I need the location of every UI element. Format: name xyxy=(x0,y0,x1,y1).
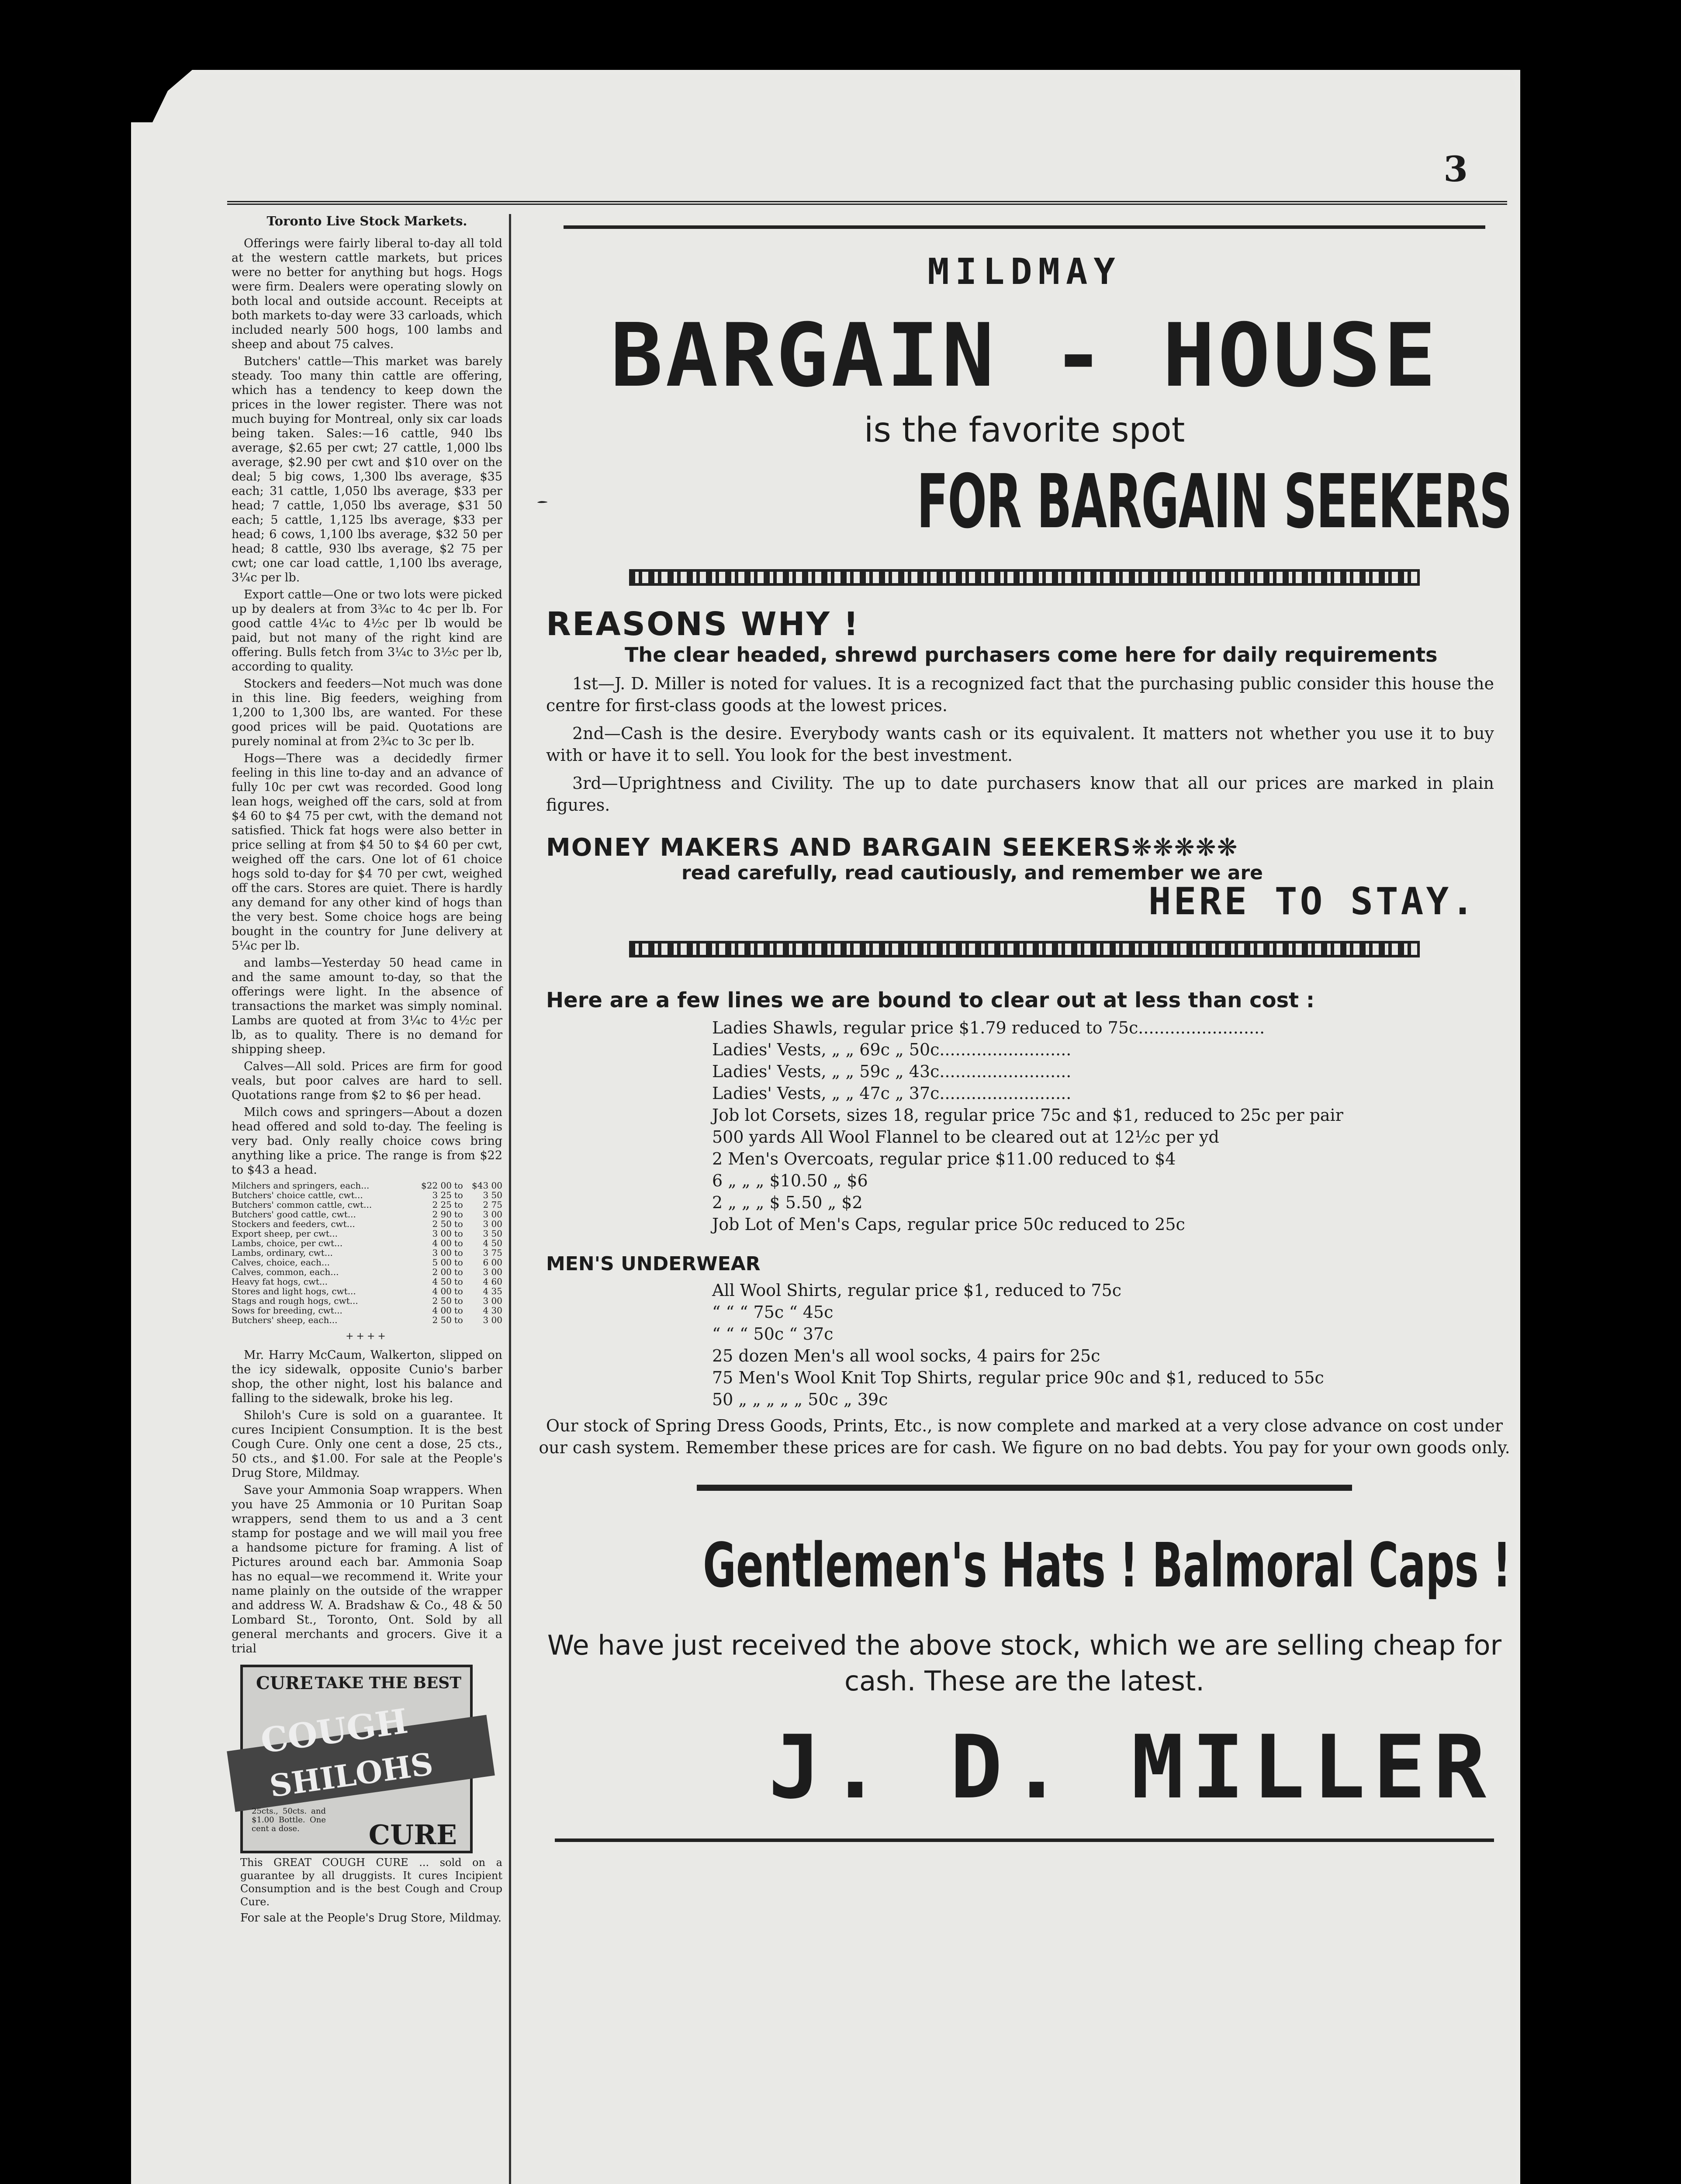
price-cell: 2 50 xyxy=(432,1219,452,1229)
price-table xyxy=(232,1181,502,1325)
price-cell: 4 35 xyxy=(483,1286,502,1296)
reason-1: 1st—J. D. Miller is noted for values. It is a recognized fact that the purchasing public consider this house the centre for first-class goods at the lowest prices. xyxy=(546,674,1494,715)
price-cell: to xyxy=(454,1219,463,1229)
price-cell: $43 00 xyxy=(472,1180,502,1191)
goods-line: All Wool Shirts, regular price $1, reduced to 75c xyxy=(712,1281,1122,1300)
pointing-hand-icon xyxy=(537,478,548,526)
goods-row xyxy=(712,1170,1349,1192)
price-row xyxy=(232,1248,502,1258)
cure-caption: This GREAT COUGH CURE ... sold on a guarantee by all druggists. It cures Incipient Consumption and is the best Cough and Croup Cure. xyxy=(240,1856,502,1908)
reasons-heading: REASONS WHY ! xyxy=(546,605,860,643)
price-cell: Butchers' good cattle, cwt... xyxy=(232,1209,356,1220)
price-cell: to xyxy=(454,1296,463,1306)
take-best: TAKE THE BEST xyxy=(315,1674,461,1692)
underwear-list xyxy=(712,1279,1330,1410)
price-cell: 3 00 xyxy=(483,1219,502,1229)
price-cell: to xyxy=(454,1190,463,1200)
goods-list xyxy=(712,1017,1349,1235)
price-cell: 4 00 xyxy=(432,1305,452,1316)
price-cell: to xyxy=(454,1315,463,1325)
reason-2: 2nd—Cash is the desire. Everybody wants cash or its equivalent. It matters not whether you use it to buy with or have it to sell. You look for the best investment. xyxy=(546,724,1494,765)
goods-row xyxy=(712,1104,1349,1126)
top-rule xyxy=(227,201,1507,205)
price-cell: 2 50 xyxy=(432,1315,452,1325)
price-cell: to xyxy=(454,1238,463,1248)
price-cell: Stockers and feeders, cwt... xyxy=(232,1219,355,1229)
goods-row xyxy=(712,1301,1330,1323)
price-row xyxy=(232,1286,502,1296)
goods-line: Ladies' Vests, „ „ 47c „ 37c......................... xyxy=(712,1084,1072,1103)
price-row xyxy=(232,1200,502,1209)
price-row xyxy=(232,1209,502,1219)
market-heading: Toronto Live Stock Markets. xyxy=(266,214,467,228)
goods-line: 2 Men's Overcoats, regular price $11.00 reduced to $4 xyxy=(712,1149,1176,1168)
price-cell: 3 50 xyxy=(483,1190,502,1200)
price-cell: 4 50 xyxy=(432,1276,452,1287)
bead-ornament xyxy=(629,569,1420,586)
reason-3: 3rd—Uprightness and Civility. The up to date purchasers know that all our prices are marked in plain figures. xyxy=(546,774,1494,815)
price-row xyxy=(232,1296,502,1306)
price-cell: 2 75 xyxy=(483,1199,502,1210)
vine-ornament-top xyxy=(564,214,1485,240)
price-cell: Export sheep, per cwt... xyxy=(232,1228,338,1239)
price-row xyxy=(232,1181,502,1190)
goods-line: Job Lot of Men's Caps, regular price 50c reduced to 25c xyxy=(712,1215,1185,1234)
price-cell: Butchers' sheep, each... xyxy=(232,1315,338,1325)
cure-word-bottom: CURE xyxy=(368,1819,457,1851)
goods-line: Ladies Shawls, regular price $1.79 reduced to 75c........................ xyxy=(712,1018,1265,1037)
ad-title: BARGAIN - HOUSE xyxy=(610,305,1439,407)
market-paragraph: Milch cows and springers—About a dozen head offered and sold to-day. The feeling is very bad. Only really choice cows bring anything like a price. The range is from $22 to $43 a head. xyxy=(232,1106,502,1177)
notice: Mr. Harry McCaum, Walkerton, slipped on the icy sidewalk, opposite Cunio's barber shop, the other night, lost his balance and falling to the sidewalk, broke his leg. xyxy=(232,1348,502,1405)
goods-line: “ “ “ 75c “ 45c xyxy=(712,1303,834,1322)
bargain-house-ad xyxy=(537,214,1512,1853)
price-cell: 2 00 xyxy=(432,1267,452,1277)
separator: ++++ xyxy=(346,1331,388,1342)
price-row xyxy=(232,1258,502,1267)
torn-corner xyxy=(131,70,192,122)
price-cell: 6 00 xyxy=(483,1257,502,1268)
price-cell: 3 50 xyxy=(483,1228,502,1239)
price-cell: 3 00 xyxy=(483,1315,502,1325)
price-cell: Stores and light hogs, cwt... xyxy=(232,1286,356,1296)
goods-row xyxy=(712,1389,1330,1410)
price-cell: 5 00 xyxy=(432,1257,452,1268)
price-cell: Calves, common, each... xyxy=(232,1267,339,1277)
goods-row xyxy=(712,1367,1330,1389)
heavy-rule xyxy=(697,1485,1352,1491)
goods-row xyxy=(712,1323,1330,1345)
goods-line: 2 „ „ „ $ 5.50 „ $2 xyxy=(712,1193,863,1212)
goods-line: 50 „ „ „ „ „ 50c „ 39c xyxy=(712,1390,888,1409)
price-cell: Heavy fat hogs, cwt... xyxy=(232,1276,328,1287)
goods-line: “ “ “ 50c “ 37c xyxy=(712,1324,834,1344)
ad-town: MILDMAY xyxy=(927,251,1121,293)
goods-line: Job lot Corsets, sizes 18, regular price 75c and $1, reduced to 25c per pair xyxy=(712,1106,1343,1125)
price-cell: 4 60 xyxy=(483,1276,502,1287)
price-cell: Butchers' choice cattle, cwt... xyxy=(232,1190,363,1200)
price-cell: 3 00 xyxy=(483,1267,502,1277)
price-cell: to xyxy=(454,1276,463,1287)
price-cell: 4 30 xyxy=(483,1305,502,1316)
price-row xyxy=(232,1219,502,1229)
price-cell: to xyxy=(454,1209,463,1220)
market-paragraph: and lambs—Yesterday 50 head came in and the same amount to-day, so that the offerings were light. In the absence of transactions the market was simply nominal. Lambs are quoted at from 3¼c to 4½c per lb, as to quality. There is no demand for shipping sheep. xyxy=(232,956,502,1056)
price-cell: 3 00 xyxy=(483,1296,502,1306)
hats-headline: Gentlemen's Hats ! Balmoral Caps ! xyxy=(703,1530,1511,1601)
cure-prices: 25cts., 50cts. and $1.00 Bottle. One cent a dose. xyxy=(252,1807,326,1833)
price-row xyxy=(232,1277,502,1286)
price-cell: to xyxy=(454,1267,463,1277)
lines-heading: Here are a few lines we are bound to clear out at less than cost : xyxy=(546,988,1315,1013)
goods-row xyxy=(712,1082,1349,1104)
goods-row xyxy=(712,1345,1330,1367)
ad-seekers: FOR BARGAIN SEEKERS xyxy=(917,459,1512,545)
goods-line: 6 „ „ „ $10.50 „ $6 xyxy=(712,1171,868,1190)
price-row xyxy=(232,1190,502,1200)
price-cell: Sows for breeding, cwt... xyxy=(232,1305,342,1316)
goods-row xyxy=(712,1126,1349,1148)
goods-row xyxy=(712,1279,1330,1301)
notice: Save your Ammonia Soap wrappers. When you have 25 Ammonia or 10 Puritan Soap wrappers, send them to us and a 3 cent stamp for postage and we will mail you free a handsome picture for framing. A list of Pictures around each bar. Ammonia Soap has no equal—we recommend it. Write your name plainly on the outside of the wrapper and address W. A. Bradshaw & Co., 48 & 50 Lombard St., Toronto, Ont. Sold by all general merchants and grocers. Give it a trial xyxy=(232,1483,502,1655)
goods-row xyxy=(712,1039,1349,1061)
read-carefully: read carefully, read cautiously, and remember we are xyxy=(681,862,1263,884)
market-paragraph: Export cattle—One or two lots were picked up by dealers at from 3¾c to 4c per lb. For good cattle 4¼c to 4½c per lb would be paid, but not many of the right kind are offering. Bulls fetch from 3¼c to 3½c per lb, according to quality. xyxy=(232,588,502,674)
goods-line: 25 dozen Men's all wool socks, 4 pairs for 25c xyxy=(712,1346,1100,1365)
goods-line: 500 yards All Wool Flannel to be cleared out at 12½c per yd xyxy=(712,1127,1219,1147)
price-cell: 3 00 xyxy=(432,1228,452,1239)
cough-word: COUGH xyxy=(258,1701,411,1762)
price-row xyxy=(232,1267,502,1277)
price-row xyxy=(232,1229,502,1238)
price-row xyxy=(232,1306,502,1315)
market-paragraph: Hogs—There was a decidedly firmer feeling in this line to-day and an advance of fully 10c per cwt was recorded. Good long lean hogs, weighed off the cars, sold at from $4 60 to $4 75 per cwt, with the demand not satisfied. Thick fat hogs were also better in price selling at from $4 50 to $4 60 per cwt, weighed off the cars. One lot of 61 choice hogs sold to-day for $4 70 per cwt, weighed off the cars. Stores are quiet. There is hardly any demand for any other kind of hogs than the very best. Some choice hogs are being bought in the country for June delivery at 5¼c per lb. xyxy=(232,752,502,953)
seekers-row xyxy=(537,459,1512,545)
received-text: We have just received the above stock, which we are selling cheap for cash. These are the latest. xyxy=(547,1629,1502,1697)
column-divider xyxy=(509,214,511,2184)
page-number: 3 xyxy=(1443,149,1468,190)
price-cell: 3 00 xyxy=(483,1209,502,1220)
price-cell: 2 90 xyxy=(432,1209,452,1220)
price-cell: 4 00 xyxy=(432,1286,452,1296)
price-cell: Stags and rough hogs, cwt... xyxy=(232,1296,358,1306)
shilohs-word: SHILOHS xyxy=(267,1745,436,1804)
price-cell: to xyxy=(454,1257,463,1268)
left-column xyxy=(232,214,502,1925)
price-cell: Milchers and springers, each... xyxy=(232,1180,370,1191)
newspaper-page xyxy=(131,70,1520,2184)
drug-store-line: For sale at the People's Drug Store, Mildmay. xyxy=(240,1911,502,1925)
price-cell: Lambs, choice, per cwt... xyxy=(232,1238,343,1248)
price-cell: 2 50 xyxy=(432,1296,452,1306)
price-cell: to xyxy=(454,1286,463,1296)
price-cell: 3 75 xyxy=(483,1248,502,1258)
goods-line: 75 Men's Wool Knit Top Shirts, regular price 90c and $1, reduced to 55c xyxy=(712,1368,1324,1387)
price-cell: to xyxy=(454,1199,463,1210)
goods-row xyxy=(712,1017,1349,1039)
stock-note: Our stock of Spring Dress Goods, Prints, Etc., is now complete and marked at a very close advance on cost under our cash system. Remember these prices are for cash. We figure on no bad debts. You pay for your own goods only. xyxy=(539,1416,1510,1457)
price-cell: to xyxy=(454,1228,463,1239)
price-cell: to xyxy=(454,1180,463,1191)
shiloh-cure-ad xyxy=(240,1665,473,1853)
here-to-stay: HERE TO STAY. xyxy=(1148,880,1477,923)
price-cell: 4 50 xyxy=(483,1238,502,1248)
market-paragraph: Offerings were fairly liberal to-day all told at the western cattle markets, but prices were no better for anything but hogs. Hogs were firm. Dealers were operating slowly on both local and outside account. Receipts at both markets to-day were 33 carloads, which included nearly 500 hogs, 100 lambs and sheep and about 75 calves. xyxy=(232,237,502,351)
goods-row xyxy=(712,1061,1349,1082)
price-cell: $22 00 xyxy=(421,1180,452,1191)
price-cell: to xyxy=(454,1248,463,1258)
market-paragraph: Butchers' cattle—This market was barely steady. Too many thin cattle are offering, which has a tendency to keep down the prices in the lower register. There was not much buying for Montreal, only six car loads being taken. Sales:—16 cattle, 940 lbs average, $2.65 per cwt; 27 cattle, 1,000 lbs average, $2.90 per cwt and $10 over on the deal; 5 big cows, 1,300 lbs average, $35 each; 31 cattle, 1,050 lbs average, $33 per head; 7 cattle, 1,050 lbs average, $31 50 each; 5 cattle, 1,125 lbs average, $33 per head; 6 cows, 1,100 lbs average, $32 50 per head; 8 cattle, 930 lbs average, $2 75 per cwt; one car load cattle, 1,100 lbs average, 3¼c per lb. xyxy=(232,355,502,584)
goods-row xyxy=(712,1192,1349,1213)
price-row xyxy=(232,1315,502,1325)
price-cell: to xyxy=(454,1305,463,1316)
market-paragraph: Calves—All sold. Prices are firm for good veals, but poor calves are hard to sell. Quotations range from $2 to $6 per head. xyxy=(232,1060,502,1102)
shrewd-line: The clear headed, shrewd purchasers come here for daily requirements xyxy=(625,643,1438,667)
price-cell: 4 00 xyxy=(432,1238,452,1248)
notice: Shiloh's Cure is sold on a guarantee. It cures Incipient Consumption. It is the best Cough Cure. Only one cent a dose, 25 cts., 50 cts., and $1.00. For sale at the People's Drug Store, Mildmay. xyxy=(232,1409,502,1480)
goods-line: Ladies' Vests, „ „ 59c „ 43c......................... xyxy=(712,1062,1072,1081)
money-makers: MONEY MAKERS AND BARGAIN SEEKERS❋❋❋❋❋ xyxy=(546,833,1238,862)
price-cell: Butchers' common cattle, cwt... xyxy=(232,1199,372,1210)
underwear-heading: MEN'S UNDERWEAR xyxy=(546,1253,761,1275)
merchant-name: J. D. MILLER xyxy=(768,1717,1494,1818)
price-cell: Lambs, ordinary, cwt... xyxy=(232,1248,333,1258)
goods-line: Ladies' Vests, „ „ 69c „ 50c......................... xyxy=(712,1040,1072,1059)
bead-ornament xyxy=(629,941,1420,957)
cure-word: CURE xyxy=(256,1673,313,1693)
price-cell: 3 00 xyxy=(432,1248,452,1258)
goods-row xyxy=(712,1213,1349,1235)
price-row xyxy=(232,1238,502,1248)
goods-row xyxy=(712,1148,1349,1170)
price-cell: Calves, choice, each... xyxy=(232,1257,330,1268)
market-paragraph: Stockers and feeders—Not much was done in this line. Big feeders, weighing from 1,200 to 1,300 lbs, are wanted. For these good prices will be paid. Quotations are purely nominal at from 2¾c to 3c per lb. xyxy=(232,677,502,748)
price-cell: 3 25 xyxy=(432,1190,452,1200)
ad-subtitle: is the favorite spot xyxy=(864,411,1185,450)
price-cell: 2 25 xyxy=(432,1199,452,1210)
vine-ornament-bottom xyxy=(555,1827,1494,1853)
